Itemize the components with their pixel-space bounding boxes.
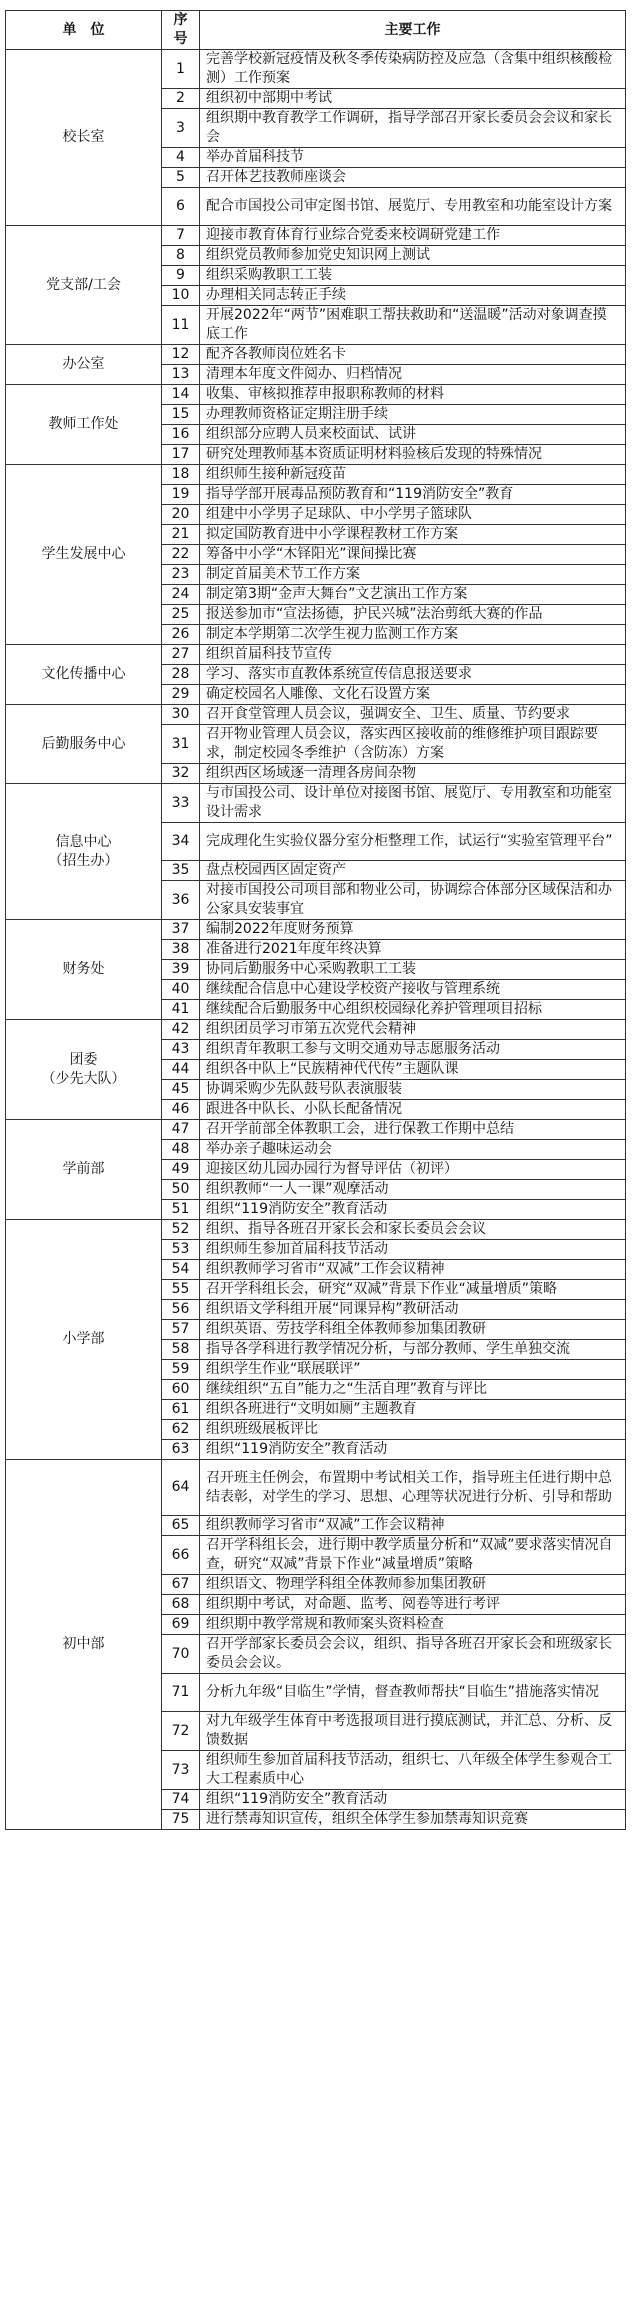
task-description: 组织教师学习省市“双减”工作会议精神 bbox=[200, 1260, 626, 1280]
item-number: 73 bbox=[162, 1751, 200, 1790]
item-number: 50 bbox=[162, 1180, 200, 1200]
task-description: 召开学科组长会，进行期中教学质量分析和“双减”要求落实情况自查，研究“双减”背景下作业“减量增质”策略 bbox=[200, 1536, 626, 1575]
task-description: 组织师生参加首届科技节活动，组织七、八年级全体学生参观合工大工程素质中心 bbox=[200, 1751, 626, 1790]
item-number: 9 bbox=[162, 266, 200, 286]
task-description: 学习、落实市直教体系统宣传信息报送要求 bbox=[200, 665, 626, 685]
item-number: 69 bbox=[162, 1615, 200, 1635]
item-number: 66 bbox=[162, 1536, 200, 1575]
item-number: 20 bbox=[162, 505, 200, 525]
item-number: 40 bbox=[162, 980, 200, 1000]
task-description: 组织“119消防安全”教育活动 bbox=[200, 1790, 626, 1810]
table-body bbox=[6, 50, 626, 1830]
item-number: 34 bbox=[162, 823, 200, 861]
item-number: 38 bbox=[162, 940, 200, 960]
table-row bbox=[6, 705, 626, 725]
item-number: 44 bbox=[162, 1060, 200, 1080]
task-description: 报送参加市“宣法扬德，护民兴城”法治剪纸大赛的作品 bbox=[200, 605, 626, 625]
item-number: 53 bbox=[162, 1240, 200, 1260]
item-number: 58 bbox=[162, 1340, 200, 1360]
task-description: 召开学前部全体教职工会，进行保教工作期中总结 bbox=[200, 1120, 626, 1140]
task-description: 清理本年度文件阅办、归档情况 bbox=[200, 365, 626, 385]
unit-cell: 信息中心 （招生办） bbox=[6, 784, 162, 920]
task-description: 继续配合信息中心建设学校资产接收与管理系统 bbox=[200, 980, 626, 1000]
unit-cell: 学前部 bbox=[6, 1120, 162, 1220]
task-description: 研究处理教师基本资质证明材料验核后发现的特殊情况 bbox=[200, 445, 626, 465]
task-description: 制定第3期“金声大舞台”文艺演出工作方案 bbox=[200, 585, 626, 605]
task-description: 分析九年级“目临生”学情，督查教师帮扶“目临生”措施落实情况 bbox=[200, 1674, 626, 1712]
task-description: 与市国投公司、设计单位对接图书馆、展览厅、专用教室和功能室设计需求 bbox=[200, 784, 626, 823]
task-description: 举办首届科技节 bbox=[200, 148, 626, 168]
item-number: 5 bbox=[162, 168, 200, 188]
item-number: 74 bbox=[162, 1790, 200, 1810]
table-row bbox=[6, 465, 626, 485]
item-number: 11 bbox=[162, 306, 200, 345]
task-description: 组织西区场域逐一清理各房间杂物 bbox=[200, 764, 626, 784]
task-description: 组织班级展板评比 bbox=[200, 1420, 626, 1440]
task-description: 组织采购教职工工装 bbox=[200, 266, 626, 286]
task-description: 对九年级学生体育中考选报项目进行摸底测试，并汇总、分析、反馈数据 bbox=[200, 1712, 626, 1751]
task-description: 召开班主任例会，布置期中考试相关工作，指导班主任进行期中总结表彰，对学生的学习、思想、心理等状况进行分析、引导和帮助 bbox=[200, 1460, 626, 1516]
item-number: 70 bbox=[162, 1635, 200, 1674]
item-number: 42 bbox=[162, 1020, 200, 1040]
table-row bbox=[6, 385, 626, 405]
task-description: 召开食堂管理人员会议，强调安全、卫生、质量、节约要求 bbox=[200, 705, 626, 725]
table-row bbox=[6, 345, 626, 365]
task-description: 组织党员教师参加党史知识网上测试 bbox=[200, 246, 626, 266]
item-number: 29 bbox=[162, 685, 200, 705]
task-description: 完成理化生实验仪器分室分柜整理工作，试运行“实验室管理平台” bbox=[200, 823, 626, 861]
task-description: 办理教师资格证定期注册手续 bbox=[200, 405, 626, 425]
item-number: 46 bbox=[162, 1100, 200, 1120]
task-description: 拟定国防教育进中小学课程教材工作方案 bbox=[200, 525, 626, 545]
work-plan-sheet bbox=[5, 10, 632, 1830]
task-description: 指导学部开展毒品预防教育和“119消防安全”教育 bbox=[200, 485, 626, 505]
item-number: 22 bbox=[162, 545, 200, 565]
task-description: 制定本学期第二次学生视力监测工作方案 bbox=[200, 625, 626, 645]
item-number: 49 bbox=[162, 1160, 200, 1180]
unit-cell: 后勤服务中心 bbox=[6, 705, 162, 784]
item-number: 23 bbox=[162, 565, 200, 585]
task-description: 收集、审核拟推荐申报职称教师的材料 bbox=[200, 385, 626, 405]
item-number: 26 bbox=[162, 625, 200, 645]
item-number: 37 bbox=[162, 920, 200, 940]
item-number: 32 bbox=[162, 764, 200, 784]
unit-cell: 小学部 bbox=[6, 1220, 162, 1460]
task-description: 跟进各中队长、小队长配备情况 bbox=[200, 1100, 626, 1120]
item-number: 57 bbox=[162, 1320, 200, 1340]
item-number: 55 bbox=[162, 1280, 200, 1300]
item-number: 75 bbox=[162, 1810, 200, 1830]
item-number: 64 bbox=[162, 1460, 200, 1516]
task-description: 召开物业管理人员会议，落实西区接收前的维修维护项目跟踪要求，制定校园冬季维护（含防冻）方案 bbox=[200, 725, 626, 764]
unit-cell: 文化传播中心 bbox=[6, 645, 162, 705]
task-description: 协同后勤服务中心采购教职工工装 bbox=[200, 960, 626, 980]
task-description: 办理相关同志转正手续 bbox=[200, 286, 626, 306]
unit-cell: 校长室 bbox=[6, 50, 162, 226]
task-description: 组织初中部期中考试 bbox=[200, 89, 626, 109]
task-description: 组织、指导各班召开家长会和家长委员会会议 bbox=[200, 1220, 626, 1240]
item-number: 30 bbox=[162, 705, 200, 725]
item-number: 14 bbox=[162, 385, 200, 405]
item-number: 71 bbox=[162, 1674, 200, 1712]
item-number: 60 bbox=[162, 1380, 200, 1400]
task-description: 组织团员学习市第五次党代会精神 bbox=[200, 1020, 626, 1040]
unit-cell: 党支部/工会 bbox=[6, 226, 162, 345]
item-number: 8 bbox=[162, 246, 200, 266]
table-row bbox=[6, 920, 626, 940]
task-description: 组织师生参加首届科技节活动 bbox=[200, 1240, 626, 1260]
task-description: 组建中小学男子足球队、中小学男子篮球队 bbox=[200, 505, 626, 525]
item-number: 68 bbox=[162, 1595, 200, 1615]
header-row bbox=[6, 11, 626, 50]
task-description: 对接市国投公司项目部和物业公司，协调综合体部分区域保洁和办公家具安装事宜 bbox=[200, 881, 626, 920]
task-description: 召开体艺技教师座谈会 bbox=[200, 168, 626, 188]
task-description: 组织学生作业“联展联评” bbox=[200, 1360, 626, 1380]
task-description: 组织教师学习省市“双减”工作会议精神 bbox=[200, 1516, 626, 1536]
item-number: 19 bbox=[162, 485, 200, 505]
table-row bbox=[6, 1220, 626, 1240]
item-number: 41 bbox=[162, 1000, 200, 1020]
task-description: 开展2022年“两节”困难职工帮扶救助和“送温暖”活动对象调查摸底工作 bbox=[200, 306, 626, 345]
task-description: 进行禁毒知识宣传，组织全体学生参加禁毒知识竞赛 bbox=[200, 1810, 626, 1830]
task-description: 组织语文学科组开展“同课异构”教研活动 bbox=[200, 1300, 626, 1320]
item-number: 45 bbox=[162, 1080, 200, 1100]
item-number: 15 bbox=[162, 405, 200, 425]
item-number: 3 bbox=[162, 109, 200, 148]
item-number: 65 bbox=[162, 1516, 200, 1536]
task-description: 召开学部家长委员会会议，组织、指导各班召开家长会和班级家长委员会会议。 bbox=[200, 1635, 626, 1674]
item-number: 31 bbox=[162, 725, 200, 764]
item-number: 21 bbox=[162, 525, 200, 545]
table-row bbox=[6, 1120, 626, 1140]
item-number: 47 bbox=[162, 1120, 200, 1140]
task-description: 配合市国投公司审定图书馆、展览厅、专用教室和功能室设计方案 bbox=[200, 188, 626, 226]
table-row bbox=[6, 1460, 626, 1516]
task-description: 确定校园名人雕像、文化石设置方案 bbox=[200, 685, 626, 705]
unit-cell: 初中部 bbox=[6, 1460, 162, 1830]
item-number: 39 bbox=[162, 960, 200, 980]
table-row bbox=[6, 50, 626, 89]
task-description: 协调采购少先队鼓号队表演服装 bbox=[200, 1080, 626, 1100]
table-row bbox=[6, 784, 626, 823]
task-description: 组织“119消防安全”教育活动 bbox=[200, 1200, 626, 1220]
item-number: 63 bbox=[162, 1440, 200, 1460]
task-description: 迎接市教育体育行业综合党委来校调研党建工作 bbox=[200, 226, 626, 246]
header-main-work: 主要工作 bbox=[200, 11, 626, 50]
task-description: 组织“119消防安全”教育活动 bbox=[200, 1440, 626, 1460]
item-number: 27 bbox=[162, 645, 200, 665]
task-description: 制定首届美术节工作方案 bbox=[200, 565, 626, 585]
task-description: 组织青年教职工参与文明交通劝导志愿服务活动 bbox=[200, 1040, 626, 1060]
table-row bbox=[6, 645, 626, 665]
task-description: 组织首届科技节宣传 bbox=[200, 645, 626, 665]
item-number: 33 bbox=[162, 784, 200, 823]
table-row bbox=[6, 226, 626, 246]
item-number: 28 bbox=[162, 665, 200, 685]
item-number: 18 bbox=[162, 465, 200, 485]
task-description: 组织各班进行“文明如厕”主题教育 bbox=[200, 1400, 626, 1420]
item-number: 59 bbox=[162, 1360, 200, 1380]
item-number: 35 bbox=[162, 861, 200, 881]
task-description: 编制2022年度财务预算 bbox=[200, 920, 626, 940]
item-number: 7 bbox=[162, 226, 200, 246]
task-description: 迎接区幼儿园办园行为督导评估（初评） bbox=[200, 1160, 626, 1180]
item-number: 52 bbox=[162, 1220, 200, 1240]
unit-cell: 团委 （少先大队） bbox=[6, 1020, 162, 1120]
task-description: 组织师生接种新冠疫苗 bbox=[200, 465, 626, 485]
task-description: 继续组织“五自”能力之“生活自理”教育与评比 bbox=[200, 1380, 626, 1400]
item-number: 6 bbox=[162, 188, 200, 226]
unit-cell: 教师工作处 bbox=[6, 385, 162, 465]
item-number: 56 bbox=[162, 1300, 200, 1320]
task-description: 筹备中小学“木铎阳光”课间操比赛 bbox=[200, 545, 626, 565]
task-description: 继续配合后勤服务中心组织校园绿化养护管理项目招标 bbox=[200, 1000, 626, 1020]
unit-cell: 学生发展中心 bbox=[6, 465, 162, 645]
item-number: 2 bbox=[162, 89, 200, 109]
item-number: 51 bbox=[162, 1200, 200, 1220]
task-description: 组织部分应聘人员来校面试、试讲 bbox=[200, 425, 626, 445]
task-description: 完善学校新冠疫情及秋冬季传染病防控及应急（含集中组织核酸检测）工作预案 bbox=[200, 50, 626, 89]
item-number: 1 bbox=[162, 50, 200, 89]
item-number: 48 bbox=[162, 1140, 200, 1160]
header-number: 序号 bbox=[162, 11, 200, 50]
item-number: 62 bbox=[162, 1420, 200, 1440]
item-number: 54 bbox=[162, 1260, 200, 1280]
item-number: 12 bbox=[162, 345, 200, 365]
task-description: 举办亲子趣味运动会 bbox=[200, 1140, 626, 1160]
task-description: 组织各中队上“民族精神代代传”主题队课 bbox=[200, 1060, 626, 1080]
item-number: 36 bbox=[162, 881, 200, 920]
item-number: 43 bbox=[162, 1040, 200, 1060]
task-description: 组织英语、劳技学科组全体教师参加集团教研 bbox=[200, 1320, 626, 1340]
item-number: 4 bbox=[162, 148, 200, 168]
item-number: 13 bbox=[162, 365, 200, 385]
item-number: 67 bbox=[162, 1575, 200, 1595]
table-row bbox=[6, 1020, 626, 1040]
item-number: 10 bbox=[162, 286, 200, 306]
work-plan-table bbox=[5, 10, 626, 1830]
task-description: 盘点校园西区固定资产 bbox=[200, 861, 626, 881]
task-description: 指导各学科进行教学情况分析，与部分教师、学生单独交流 bbox=[200, 1340, 626, 1360]
task-description: 组织语文、物理学科组全体教师参加集团教研 bbox=[200, 1575, 626, 1595]
unit-cell: 办公室 bbox=[6, 345, 162, 385]
task-description: 召开学科组长会，研究“双减”背景下作业“减量增质”策略 bbox=[200, 1280, 626, 1300]
item-number: 24 bbox=[162, 585, 200, 605]
header-unit: 单 位 bbox=[6, 11, 162, 50]
item-number: 16 bbox=[162, 425, 200, 445]
task-description: 准备进行2021年度年终决算 bbox=[200, 940, 626, 960]
item-number: 25 bbox=[162, 605, 200, 625]
task-description: 配齐各教师岗位姓名卡 bbox=[200, 345, 626, 365]
task-description: 组织教师“一人一课”观摩活动 bbox=[200, 1180, 626, 1200]
item-number: 61 bbox=[162, 1400, 200, 1420]
task-description: 组织期中考试，对命题、监考、阅卷等进行考评 bbox=[200, 1595, 626, 1615]
unit-cell: 财务处 bbox=[6, 920, 162, 1020]
task-description: 组织期中教育教学工作调研，指导学部召开家长委员会会议和家长会 bbox=[200, 109, 626, 148]
item-number: 72 bbox=[162, 1712, 200, 1751]
task-description: 组织期中教学常规和教师案头资料检查 bbox=[200, 1615, 626, 1635]
item-number: 17 bbox=[162, 445, 200, 465]
